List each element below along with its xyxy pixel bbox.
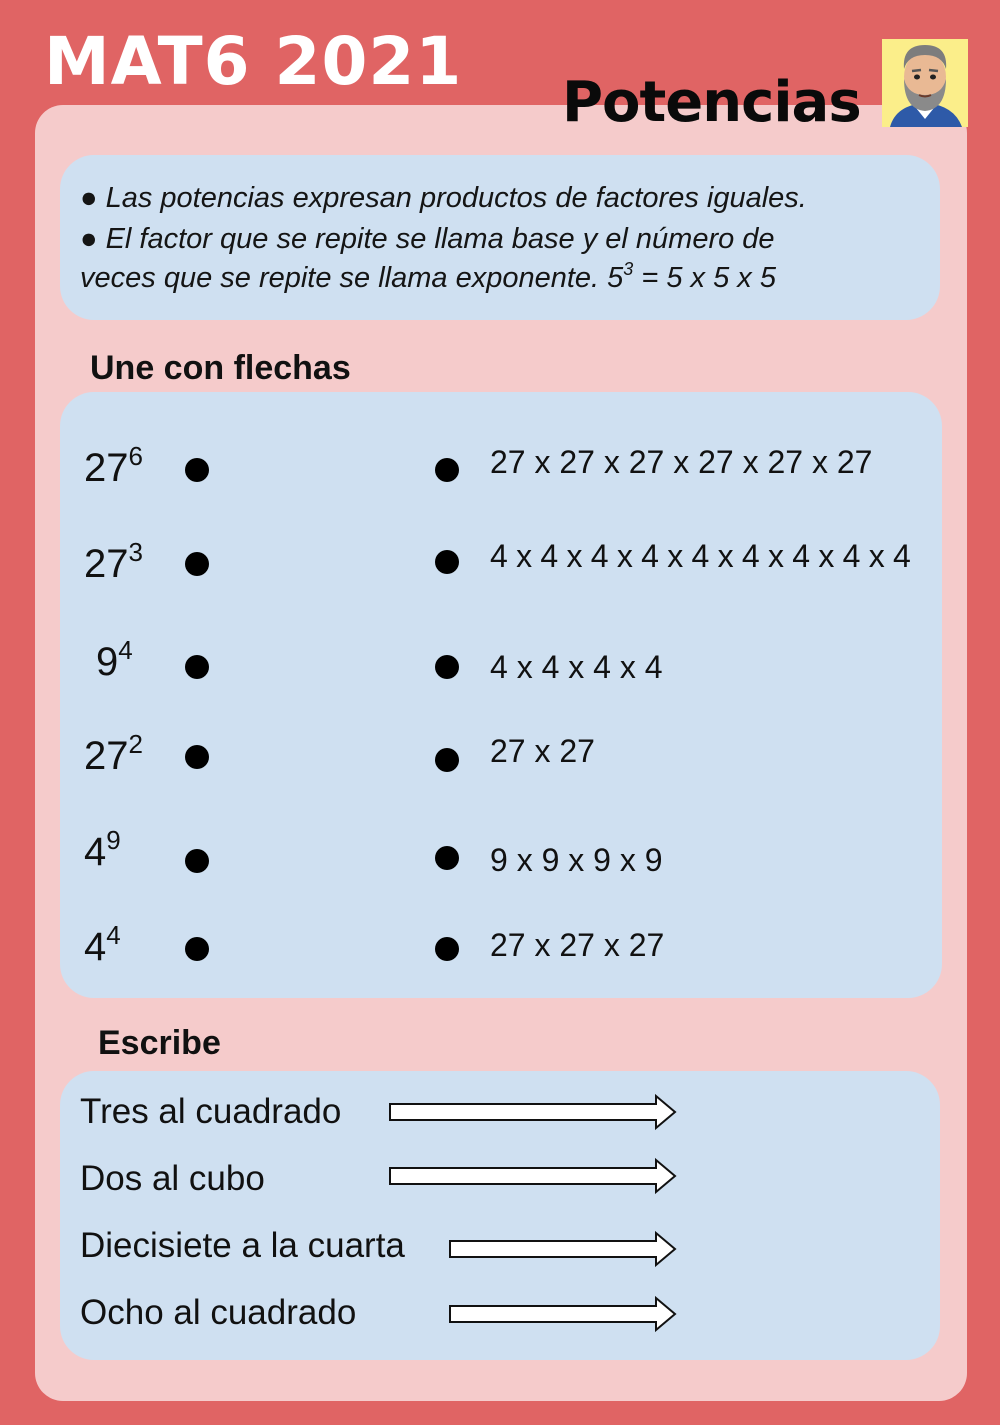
write-prompt: Diecisiete a la cuarta (80, 1226, 405, 1265)
product-item: 9 x 9 x 9 x 9 (490, 842, 663, 878)
definition-line-2: ● El factor que se repite se llama base y el número de (80, 223, 775, 255)
product-item: 27 x 27 (490, 733, 595, 769)
left-match-dot[interactable] (185, 937, 209, 961)
product-item: 27 x 27 x 27 (490, 927, 665, 963)
right-match-dot[interactable] (435, 655, 459, 679)
teacher-portrait-icon (882, 39, 968, 127)
outline-right-arrow-icon (388, 1093, 678, 1131)
right-match-dot[interactable] (435, 937, 459, 961)
definition-line-1: ● Las potencias expresan productos de factores iguales. (80, 182, 807, 214)
write-box (60, 1071, 940, 1360)
power-item: $4^9$ (84, 825, 121, 874)
power-item: $9^4$ (96, 635, 133, 684)
write-prompt: Dos al cubo (80, 1159, 265, 1198)
worksheet-title: MAT6 2021 (44, 23, 463, 100)
left-match-dot[interactable] (185, 655, 209, 679)
left-match-dot[interactable] (185, 849, 209, 873)
left-match-dot[interactable] (185, 458, 209, 482)
write-prompt: Tres al cuadrado (80, 1092, 342, 1131)
power-item: $4^4$ (84, 920, 121, 969)
left-match-dot[interactable] (185, 552, 209, 576)
right-match-dot[interactable] (435, 550, 459, 574)
outline-right-arrow-icon (448, 1295, 678, 1333)
definition-box (60, 155, 940, 320)
power-item: $27^3$ (84, 537, 143, 586)
power-item: $27^2$ (84, 729, 143, 778)
write-prompt: Ocho al cuadrado (80, 1293, 357, 1332)
right-match-dot[interactable] (435, 846, 459, 870)
left-match-dot[interactable] (185, 745, 209, 769)
outline-right-arrow-icon (448, 1230, 678, 1268)
product-item: 4 x 4 x 4 x 4 x 4 x 4 x 4 x 4 x 4 (490, 538, 911, 574)
product-item: 27 x 27 x 27 x 27 x 27 x 27 (490, 444, 873, 480)
topic-title: Potencias (562, 70, 861, 135)
match-section-label: Une con flechas (90, 349, 351, 387)
definition-line-3: veces que se repite se llama exponente. $5^3 = 5$ x 5 x 5 (80, 259, 776, 294)
write-section-label: Escribe (98, 1024, 221, 1062)
right-match-dot[interactable] (435, 748, 459, 772)
product-item: 4 x 4 x 4 x 4 (490, 649, 663, 685)
outline-right-arrow-icon (388, 1157, 678, 1195)
right-match-dot[interactable] (435, 458, 459, 482)
power-item: $27^6$ (84, 441, 143, 490)
matching-box (60, 392, 942, 998)
